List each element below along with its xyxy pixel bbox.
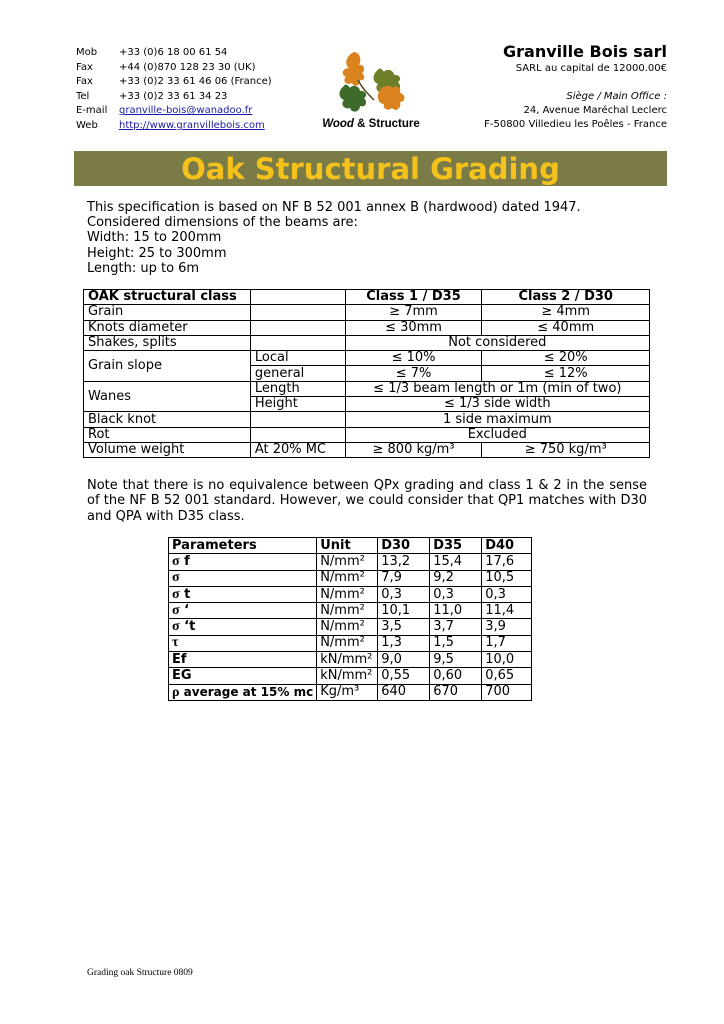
table-cell: ≤ 30mm — [345, 320, 482, 335]
value-cell: 9,5 — [430, 652, 482, 668]
table-cell: Local — [250, 351, 345, 366]
table-row — [169, 684, 532, 700]
table-cell: ≤ 7% — [345, 366, 482, 381]
table-cell: general — [250, 366, 345, 381]
value-cell: 0,3 — [378, 586, 430, 602]
row-label: Grain — [84, 305, 251, 320]
intro-text — [87, 200, 581, 276]
header-cell: Unit — [317, 538, 378, 554]
table-cell — [250, 305, 345, 320]
value-cell: 11,0 — [430, 603, 482, 619]
parameter-symbol: EG — [169, 668, 317, 684]
equivalence-note: Note that there is no equivalence between QPx grading and class 1 & 2 in the sense of the NF B 52 001 standard. However, we could consider that QP1 matches with D30 and QPA with D35 class. — [87, 478, 647, 524]
table-cell: ≥ 7mm — [345, 305, 482, 320]
company-info — [484, 42, 667, 132]
table-cell: ≤ 20% — [482, 351, 650, 366]
header-cell: Parameters — [169, 538, 317, 554]
unit-cell: kN/mm² — [317, 668, 378, 684]
table-row — [84, 427, 650, 442]
company-logo — [316, 46, 426, 136]
contact-tel: Tel +33 (0)2 33 61 34 23 — [76, 90, 228, 102]
parameter-symbol: σ ‘ — [169, 603, 317, 619]
intro-line: Width: 15 to 200mm — [87, 230, 222, 246]
row-label: Knots diameter — [84, 320, 251, 335]
parameter-symbol: τ — [169, 635, 317, 651]
unit-cell: kN/mm² — [317, 652, 378, 668]
row-label: Wanes — [84, 381, 251, 412]
value-cell: 0,3 — [482, 586, 532, 602]
table-cell: ≤ 1/3 side width — [345, 397, 649, 412]
table-row — [84, 351, 650, 366]
table-cell: Length — [250, 381, 345, 396]
table-cell: ≥ 4mm — [482, 305, 650, 320]
table-row — [169, 603, 532, 619]
table-cell: ≤ 12% — [482, 366, 650, 381]
unit-cell: N/mm² — [317, 635, 378, 651]
table-cell: ≥ 800 kg/m³ — [345, 442, 482, 457]
table-cell — [250, 335, 345, 350]
value-cell: 670 — [430, 684, 482, 700]
row-label: Rot — [84, 427, 251, 442]
table-cell: ≤ 1/3 beam length or 1m (min of two) — [345, 381, 649, 396]
value-cell: 1,5 — [430, 635, 482, 651]
unit-cell: N/mm² — [317, 586, 378, 602]
parameter-symbol: σ t — [169, 586, 317, 602]
unit-cell: N/mm² — [317, 619, 378, 635]
table-row — [84, 381, 650, 396]
value-cell: 3,7 — [430, 619, 482, 635]
header-cell: D35 — [430, 538, 482, 554]
value-cell: 7,9 — [378, 570, 430, 586]
table-row — [169, 586, 532, 602]
contact-fax-uk: Fax +44 (0)870 128 23 30 (UK) — [76, 61, 256, 73]
table-cell — [250, 427, 345, 442]
value-cell: 1,7 — [482, 635, 532, 651]
value-cell: 700 — [482, 684, 532, 700]
intro-line: Length: up to 6m — [87, 260, 200, 276]
row-label: Volume weight — [84, 442, 251, 457]
value-cell: 0,60 — [430, 668, 482, 684]
row-label: Shakes, splits — [84, 335, 251, 350]
parameter-symbol: Ef — [169, 652, 317, 668]
row-label: Black knot — [84, 412, 251, 427]
value-cell: 0,3 — [430, 586, 482, 602]
header-cell: Class 2 / D30 — [482, 290, 650, 305]
value-cell: 3,9 — [482, 619, 532, 635]
table-row — [169, 554, 532, 570]
table-row — [84, 305, 650, 320]
intro-line: Height: 25 to 300mm — [87, 245, 227, 261]
table-row — [169, 652, 532, 668]
value-cell: 11,4 — [482, 603, 532, 619]
table-cell: 1 side maximum — [345, 412, 649, 427]
value-cell: 10,0 — [482, 652, 532, 668]
contact-email: E-mail granville-bois@wanadoo.fr — [76, 104, 272, 119]
parameter-symbol: σ f — [169, 554, 317, 570]
table-row — [169, 570, 532, 586]
company-name: Granville Bois sarl — [503, 42, 667, 61]
grading-table — [83, 289, 650, 458]
table-cell: Not considered — [345, 335, 649, 350]
row-label: Grain slope — [84, 351, 251, 382]
page-title: Oak Structural Grading — [74, 151, 667, 186]
table-row — [169, 619, 532, 635]
header-cell: Class 1 / D35 — [345, 290, 482, 305]
value-cell: 640 — [378, 684, 430, 700]
value-cell: 3,5 — [378, 619, 430, 635]
parameter-symbol: σ ‘t — [169, 619, 317, 635]
contact-block — [76, 46, 272, 134]
value-cell: 10,1 — [378, 603, 430, 619]
table-cell: Excluded — [345, 427, 649, 442]
page-footer: Grading oak Structure 0809 — [87, 968, 193, 978]
oak-leaves-icon — [316, 46, 426, 118]
contact-mob: Mob +33 (0)6 18 00 61 54 — [76, 47, 228, 58]
table-row — [84, 442, 650, 457]
intro-line: Considered dimensions of the beams are: — [87, 215, 358, 231]
header-cell: D30 — [378, 538, 430, 554]
contact-web: Web http://www.granvillebois.com — [76, 119, 272, 134]
table-cell — [250, 412, 345, 427]
unit-cell: N/mm² — [317, 570, 378, 586]
contact-fax-fr: Fax +33 (0)2 33 61 46 06 (France) — [76, 76, 272, 88]
table-cell: Height — [250, 397, 345, 412]
value-cell: 1,3 — [378, 635, 430, 651]
table-cell: ≥ 750 kg/m³ — [482, 442, 650, 457]
address-line-2: F-50800 Villedieu les Poêles - France — [484, 119, 667, 130]
value-cell: 17,6 — [482, 554, 532, 570]
unit-cell: N/mm² — [317, 603, 378, 619]
email-link[interactable]: granville-bois@wanadoo.fr — [119, 105, 253, 117]
table-cell: ≤ 10% — [345, 351, 482, 366]
logo-text: Wood & Structure — [322, 118, 420, 130]
header-cell: OAK structural class — [84, 290, 251, 305]
table-row — [84, 412, 650, 427]
address-line-1: 24, Avenue Maréchal Leclerc — [523, 105, 667, 116]
value-cell: 10,5 — [482, 570, 532, 586]
value-cell: 0,55 — [378, 668, 430, 684]
value-cell: 15,4 — [430, 554, 482, 570]
value-cell: 9,2 — [430, 570, 482, 586]
intro-line: This specification is based on NF B 52 001 annex B (hardwood) dated 1947. — [87, 200, 581, 215]
parameter-symbol: σ — [169, 570, 317, 586]
header-cell: D40 — [482, 538, 532, 554]
website-link[interactable]: http://www.granvillebois.com — [119, 119, 265, 131]
header-cell — [250, 290, 345, 305]
value-cell: 0,65 — [482, 668, 532, 684]
office-label: Siège / Main Office : — [566, 91, 667, 102]
unit-cell: Kg/m³ — [317, 684, 378, 700]
parameter-symbol: ρ average at 15% mc — [169, 684, 317, 700]
value-cell: 9,0 — [378, 652, 430, 668]
table-row — [84, 320, 650, 335]
company-capital: SARL au capital de 12000.00€ — [515, 63, 667, 74]
company-address — [484, 90, 667, 132]
table-row — [84, 335, 650, 350]
unit-cell: N/mm² — [317, 554, 378, 570]
table-cell: ≤ 40mm — [482, 320, 650, 335]
table-header-row — [84, 290, 650, 305]
value-cell: 13,2 — [378, 554, 430, 570]
table-row — [169, 668, 532, 684]
table-row — [169, 635, 532, 651]
table-cell — [250, 320, 345, 335]
table-header-row — [169, 538, 532, 554]
table-cell: At 20% MC — [250, 442, 345, 457]
parameters-table — [168, 537, 532, 701]
